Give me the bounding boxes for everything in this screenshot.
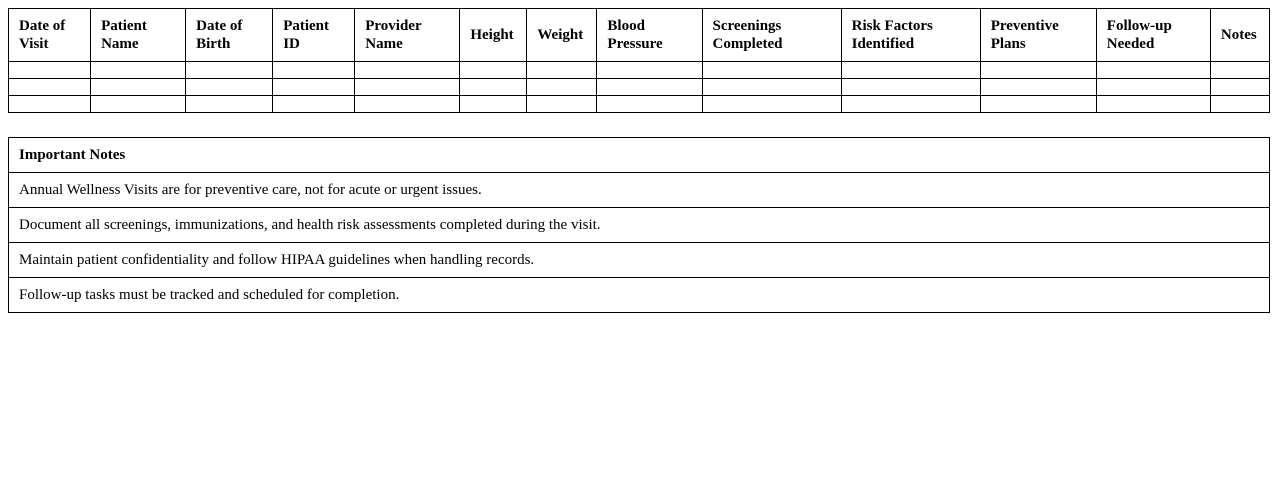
table-cell[interactable]	[9, 96, 91, 113]
column-header-notes: Notes	[1210, 9, 1269, 62]
table-cell[interactable]	[597, 96, 702, 113]
notes-title: Important Notes	[9, 138, 1270, 173]
note-item: Document all screenings, immunizations, and health risk assessments completed during the visit.	[9, 208, 1270, 243]
table-cell[interactable]	[1210, 96, 1269, 113]
note-row	[9, 278, 1270, 313]
table-cell[interactable]	[91, 62, 186, 79]
column-header-follow-up-needed: Follow-up Needed	[1096, 9, 1210, 62]
table-cell[interactable]	[355, 96, 460, 113]
column-header-risk-factors-identified: Risk Factors Identified	[841, 9, 980, 62]
table-cell[interactable]	[702, 79, 841, 96]
table-cell[interactable]	[980, 62, 1096, 79]
table-cell[interactable]	[355, 79, 460, 96]
table-cell[interactable]	[9, 62, 91, 79]
table-row	[9, 79, 1270, 96]
table-cell[interactable]	[1210, 79, 1269, 96]
column-header-weight: Weight	[527, 9, 597, 62]
table-cell[interactable]	[702, 96, 841, 113]
table-cell[interactable]	[355, 62, 460, 79]
column-header-height: Height	[460, 9, 527, 62]
header-row	[9, 9, 1270, 62]
column-header-provider-name: Provider Name	[355, 9, 460, 62]
table-cell[interactable]	[527, 96, 597, 113]
column-header-preventive-plans: Preventive Plans	[980, 9, 1096, 62]
table-row	[9, 62, 1270, 79]
table-row	[9, 96, 1270, 113]
table-cell[interactable]	[841, 62, 980, 79]
table-cell[interactable]	[597, 79, 702, 96]
notes-header-row	[9, 138, 1270, 173]
important-notes-table	[8, 137, 1270, 313]
column-header-date-of-birth: Date of Birth	[186, 9, 273, 62]
table-cell[interactable]	[273, 79, 355, 96]
table-cell[interactable]	[841, 79, 980, 96]
table-cell[interactable]	[460, 62, 527, 79]
table-cell[interactable]	[527, 62, 597, 79]
table-cell[interactable]	[527, 79, 597, 96]
table-cell[interactable]	[1096, 62, 1210, 79]
wellness-visit-log-table	[8, 8, 1270, 113]
note-row	[9, 173, 1270, 208]
table-cell[interactable]	[91, 96, 186, 113]
table-cell[interactable]	[597, 62, 702, 79]
table-cell[interactable]	[460, 96, 527, 113]
table-cell[interactable]	[460, 79, 527, 96]
note-item: Follow-up tasks must be tracked and scheduled for completion.	[9, 278, 1270, 313]
column-header-date-of-visit: Date of Visit	[9, 9, 91, 62]
table-cell[interactable]	[702, 62, 841, 79]
table-cell[interactable]	[1096, 79, 1210, 96]
table-cell[interactable]	[186, 79, 273, 96]
table-cell[interactable]	[1210, 62, 1269, 79]
column-header-patient-id: Patient ID	[273, 9, 355, 62]
note-item: Annual Wellness Visits are for preventive care, not for acute or urgent issues.	[9, 173, 1270, 208]
column-header-patient-name: Patient Name	[91, 9, 186, 62]
table-cell[interactable]	[9, 79, 91, 96]
table-cell[interactable]	[273, 62, 355, 79]
table-cell[interactable]	[186, 96, 273, 113]
table-cell[interactable]	[1096, 96, 1210, 113]
note-item: Maintain patient confidentiality and follow HIPAA guidelines when handling records.	[9, 243, 1270, 278]
table-cell[interactable]	[841, 96, 980, 113]
table-cell[interactable]	[273, 96, 355, 113]
table-cell[interactable]	[186, 62, 273, 79]
table-cell[interactable]	[980, 96, 1096, 113]
table-cell[interactable]	[91, 79, 186, 96]
note-row	[9, 243, 1270, 278]
note-row	[9, 208, 1270, 243]
column-header-screenings-completed: Screenings Completed	[702, 9, 841, 62]
table-cell[interactable]	[980, 79, 1096, 96]
column-header-blood-pressure: Blood Pressure	[597, 9, 702, 62]
